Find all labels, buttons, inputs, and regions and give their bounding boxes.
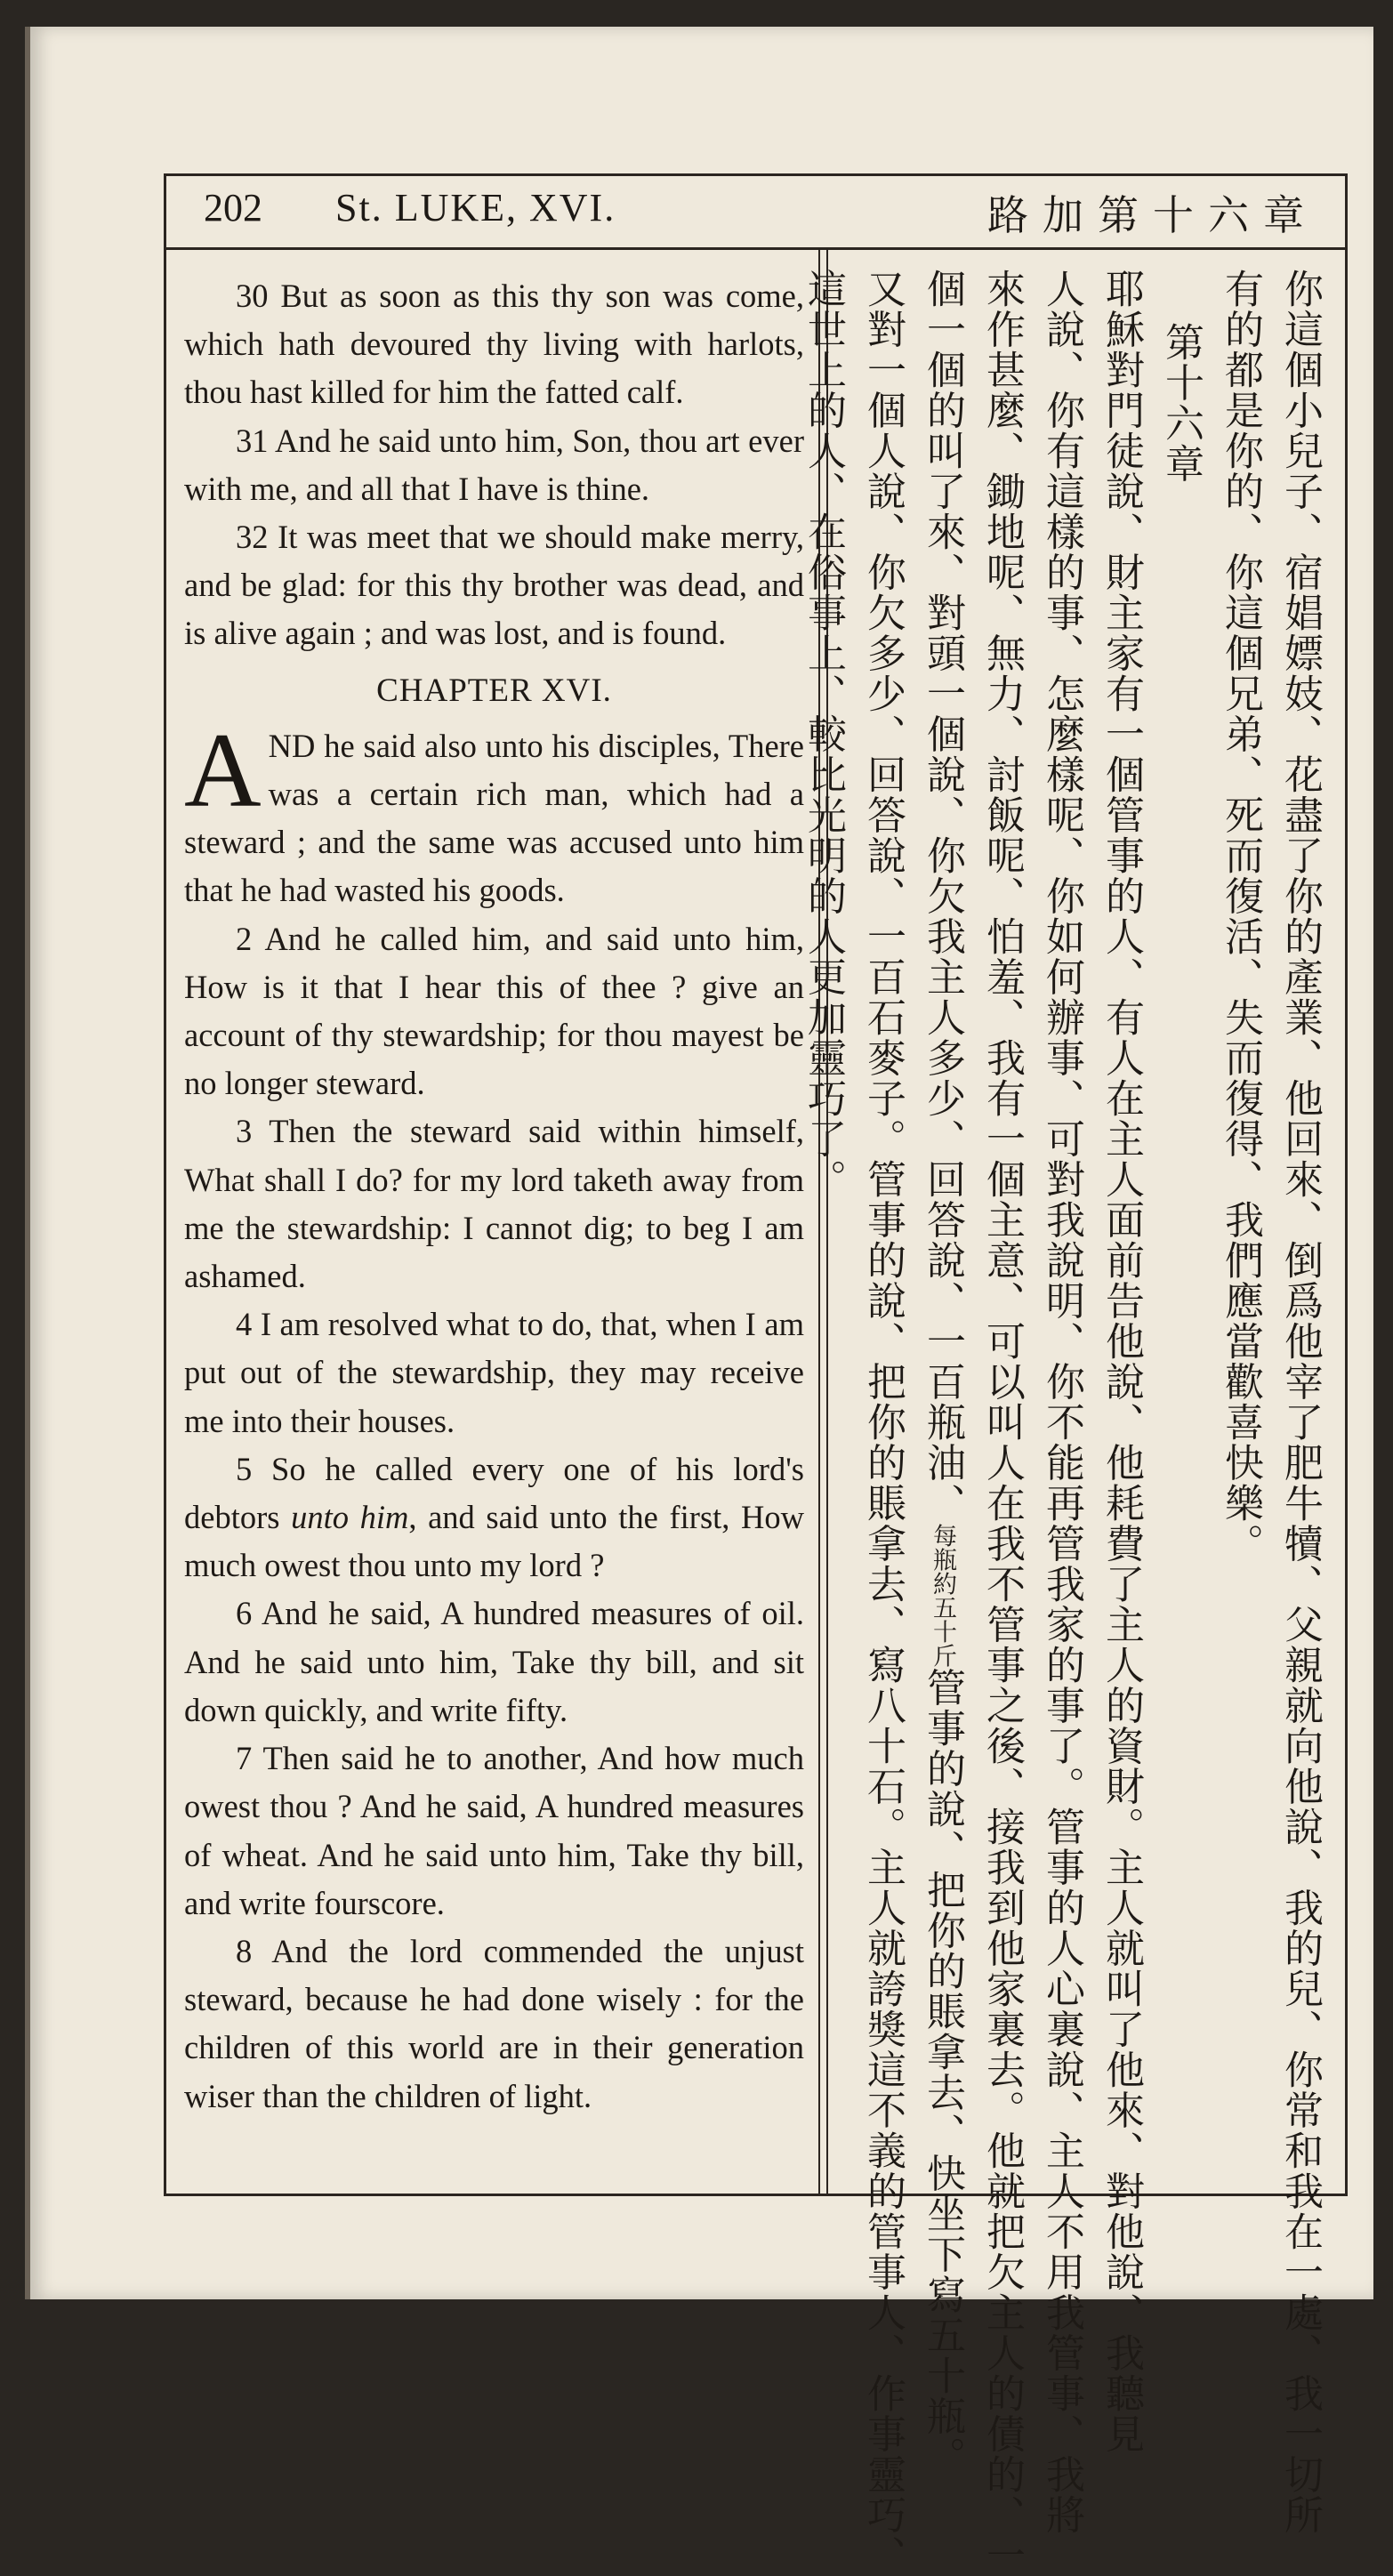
verse-16-6: 6 And he said, A hundred measures of oil. And he said unto him, Take thy bill, and sit down quickly, and write fifty.: [184, 1595, 804, 1728]
chapter-heading: CHAPTER XVI.: [376, 672, 612, 709]
chinese-column: [801, 269, 1330, 2576]
chinese-chapter-heading: 第十六章: [1158, 322, 1204, 484]
chinese-line: 又對一個人說、你欠多少、回答說、一百石麥子。管事的說、把你的賬拿去、寫八十石。主人就誇獎這不義的管事人、作事靈巧、: [860, 269, 906, 2576]
verse-16-5: [184, 1445, 804, 1590]
verse-16-5-italic: unto him: [291, 1499, 409, 1536]
verse-15-30: 30 But as soon as this thy son was come, which hath devoured thy living with harlots, thou hast killed for him the fatted calf.: [184, 278, 804, 411]
page-header: [166, 176, 1345, 250]
chinese-line: 人說、你有這樣的事、怎麼樣呢、你如何辦事、可對我說明、你不能再管我家的事了。管事的人心裏說、主人不用我管事、我將: [1039, 269, 1084, 2535]
verse-16-1: [184, 710, 804, 915]
verse-15-32: 32 It was meet that we should make merry, and be glad: for this thy brother was dead, and is alive again ; and was lost, and is found.: [184, 519, 804, 652]
page-frame: [164, 173, 1348, 2576]
chinese-footnote: 每瓶約五十斤: [929, 1523, 956, 1668]
chinese-line: 來作甚麼、鋤地呢、無力、討飯呢、怕羞、我有一個主意、可以叫人在我不管事之後、接我到他家裏去。他就把欠主人的債的、一: [979, 269, 1025, 2576]
drop-cap: A: [184, 710, 262, 829]
book-page: [25, 27, 1373, 2576]
chinese-line: 耶穌對門徒說、財主家有一個管事的人、有人在主人面前告他說、他耗費了主人的資財。主人就叫了他來、對他說、我聽見: [1099, 269, 1144, 2454]
verse-16-5-part-1: 5 So he called every one of his lord's debtors: [184, 1450, 804, 1536]
running-title: St. LUKE, XVI.: [335, 186, 616, 229]
verse-16-8: 8 And the lord commended the unjust steward, because he had done wisely : for the children of this world are in their generation wiser than the children of light.: [184, 1932, 804, 2114]
chinese-line: 你這個小兒子、宿娼嫖妓、花盡了你的產業、他回來、倒爲他宰了肥牛犢、父親就向他說、我的兒、你常和我在一處、我一切所: [1277, 269, 1323, 2535]
chinese-line-part: 管事的說、把你的賬拿去、快坐下寫五十瓶。: [920, 1667, 965, 2477]
verse-16-5-part-2: , and said unto the first, How much owest thou unto my lord ?: [184, 1499, 804, 1584]
chinese-line: 有的都是你的、你這個兄弟、死而復活、失而復得、我們應當歡喜快樂。: [1218, 269, 1263, 1564]
verse-16-4: 4 I am resolved what to do, that, when I am put out of the stewardship, they may receive me into their houses.: [184, 1306, 804, 1439]
chinese-running-title: 路加第十六章: [987, 191, 1318, 239]
verse-16-2: 2 And he called him, and said unto him, How is it that I hear this of thee ? give an account of thy stewardship; for thou mayest be no longer steward.: [184, 920, 804, 1102]
verse-16-3: 3 Then the steward said within himself, What shall I do? for my lord taketh away from me the stewardship: I cannot dig; to beg I am ashamed.: [184, 1113, 804, 1295]
english-column: [184, 272, 804, 2176]
chinese-line-part: 個一個的叫了來、對頭一個說、你欠我主人多少、回答說、一百瓶油、: [920, 269, 965, 1524]
verse-16-7: 7 Then said he to another, And how much owest thou ? And he said, A hundred measures of wheat. And he said unto him, Take thy bill, and write fourscore.: [184, 1740, 804, 1921]
page-number: 202: [204, 186, 262, 229]
verse-16-1-text: ND he said also unto his disciples, There was a certain rich man, which had a steward ; and the same was accused unto him that he had wasted his goods.: [184, 727, 804, 909]
verse-15-31: 31 And he said unto him, Son, thou art ever with me, and all that I have is thine.: [184, 422, 804, 507]
chinese-line: [913, 269, 972, 2477]
chinese-line: 這世上的人、在俗事上、較比光明的人更加靈巧了。: [801, 269, 846, 1200]
